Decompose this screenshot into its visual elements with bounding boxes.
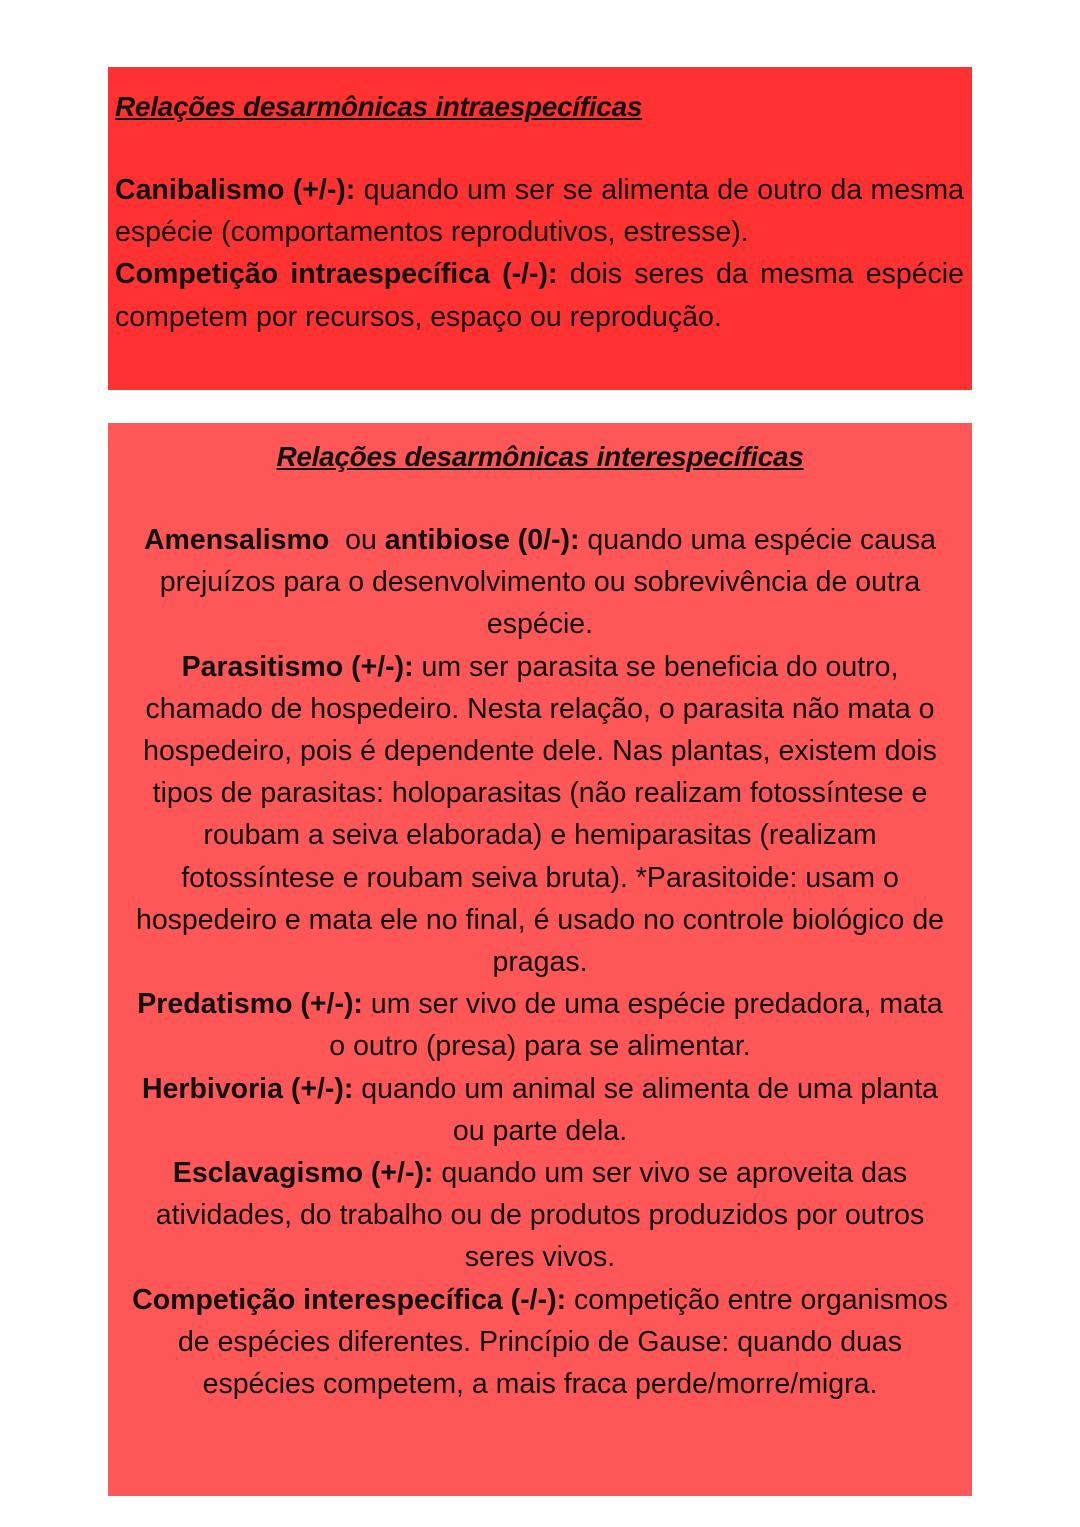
term-slavery: Esclavagismo (+/-): — [172, 1157, 434, 1190]
definition-text: um ser vivo de uma espécie predadora, mata o outro (presa) para se alimentar. — [329, 988, 943, 1063]
interspecific-title: Relações desarmônicas interespecíficas — [276, 441, 804, 472]
term-amensalism: Amensalismo — [143, 524, 330, 556]
intraspecific-relations-card — [108, 67, 972, 390]
connector-text: ou — [329, 524, 385, 556]
term-herbivory: Herbivoria (+/-): — [141, 1072, 354, 1105]
definition-text: quando um ser se alimenta de outro da mesma espécie (comportamentos reprodutivos, estresse). — [115, 174, 964, 249]
term-interspecific-competition: Competição interespecífica (-/-): — [132, 1283, 567, 1316]
definition-herbivory — [126, 1068, 954, 1152]
term-antibiosis: antibiose (0/-): — [384, 524, 580, 556]
spacer — [126, 477, 954, 519]
definition-text: um ser parasita se beneficia do outro, chamado de hospedeiro. Nesta relação, o parasita não mata o hospedeiro, pois é dependente dele. Nas plantas, existem dois tipos de parasitas: holoparasitas (não realizam fotossíntese e roubam a seiva elaborada) e hemiparasitas (realizam fotossíntese e roubam seiva bruta). *Parasitoide: usam o hospedeiro e mata ele no final, é usado no controle biológico de pragas. — [135, 650, 945, 979]
term-cannibalism: Canibalismo (+/-): — [115, 174, 356, 206]
term-predation: Predatismo (+/-): — [137, 988, 363, 1021]
definition-amensalism — [126, 519, 954, 646]
definition-intraspecific-competition — [115, 253, 964, 337]
definition-slavery — [126, 1152, 954, 1279]
definition-text: quando uma espécie causa prejuízos para o desenvolvimento ou sobrevivência de outra espécie. — [159, 524, 937, 641]
definition-text: competição entre organismos de espécies diferentes. Princípio de Gause: quando duas espécies competem, a mais fraca perde/morre/migra. — [177, 1283, 948, 1401]
definition-cannibalism — [115, 169, 964, 253]
spacer — [115, 127, 964, 169]
term-parasitism: Parasitismo (+/-): — [181, 650, 414, 683]
definition-predation — [126, 983, 954, 1067]
definition-text: quando um animal se alimenta de uma planta ou parte dela. — [353, 1072, 939, 1147]
definition-text: quando um ser vivo se aproveita das atividades, do trabalho ou de produtos produzidos por outros seres vivos. — [155, 1157, 925, 1274]
intraspecific-title: Relações desarmônicas intraespecíficas — [115, 91, 643, 122]
definition-parasitism — [126, 646, 954, 984]
term-intraspecific-competition: Competição intraespecífica (-/-): — [115, 258, 558, 291]
definition-text: dois seres da mesma espécie competem por recursos, espaço ou reprodução. — [115, 258, 964, 333]
definition-interspecific-competition — [126, 1279, 954, 1406]
interspecific-relations-card — [108, 423, 972, 1496]
